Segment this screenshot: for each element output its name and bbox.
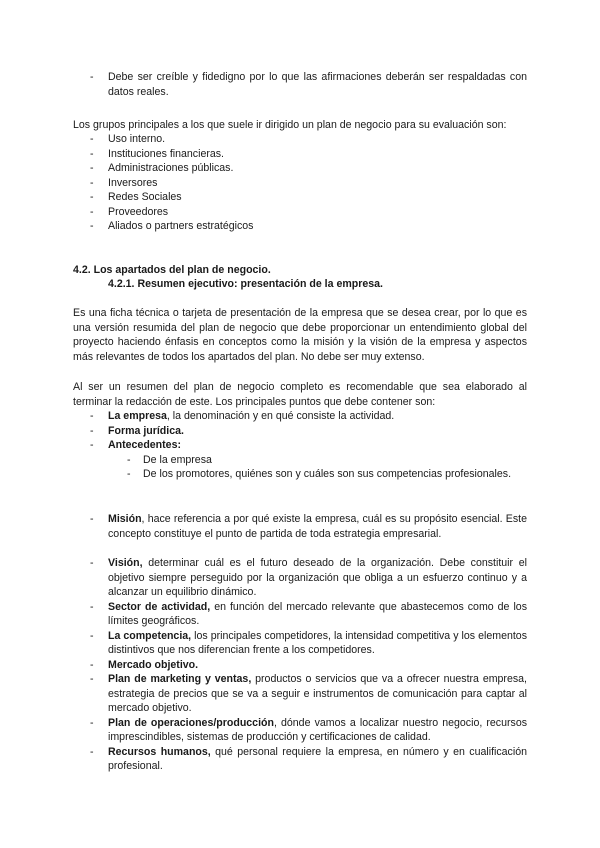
list-item: - Aliados o partners estratégicos [73,219,527,234]
intro-bullet-block [73,70,527,99]
paragraph-1: Es una ficha técnica o tarjeta de presentación de la empresa que se desea crear, por lo que es una versión resumida del plan de negocio que debe proporcionar un entendimiento global del proyecto haciendo énfasis en conceptos como la misión y la visión de la empresa y aspectos más relevantes de todos los apartados del plan. No debe ser muy extenso. [73,307,527,363]
list-item: - Visión, determinar cuál es el futuro deseado de la organización. Debe constituir el objetivo siempre perseguido por la organización que obliga a un esfuerzo continuo y a alcanzar un equilibrio dinámico. [73,556,527,600]
list-item: - Debe ser creíble y fidedigno por lo que las afirmaciones deberán ser respaldadas con datos reales. [73,70,527,99]
section-heading: 4.2. Los apartados del plan de negocio. [73,264,271,276]
points-list-b [73,556,527,774]
list-item: - Forma jurídica. [73,424,527,439]
list-item: - Inversores [73,176,527,191]
list-item: - Misión, hace referencia a por qué existe la empresa, cuál es su propósito esencial. Este concepto constituye el punto de partida de toda estrategia empresarial. [73,512,527,541]
list-item: - Redes Sociales [73,190,527,205]
list-item: - Mercado objetivo. [73,658,527,673]
subsection-heading: 4.2.1. Resumen ejecutivo: presentación de la empresa. [108,278,383,290]
groups-list [73,132,527,234]
points-list-a [73,409,527,482]
list-item: - Instituciones financieras. [73,147,527,162]
groups-intro: Los grupos principales a los que suele ir dirigido un plan de negocio para su evaluación son: [73,119,507,131]
list-item: - Proveedores [73,205,527,220]
list-item: - La competencia, los principales competidores, la intensidad competitiva y los elementos distintivos que nos diferencian frente a los competidores. [73,629,527,658]
list-item: - La empresa, la denominación y en qué consiste la actividad. [73,409,527,424]
list-item: - Plan de marketing y ventas, productos o servicios que va a ofrecer nuestra empresa, estrategia de precios que se va a seguir e instrumentos de comunicación para captar al mercado objetivo. [73,672,527,716]
list-item: - Sector de actividad, en función del mercado relevante que abastecemos como de los límites geográficos. [73,600,527,629]
list-item: - Plan de operaciones/producción, dónde vamos a localizar nuestro negocio, recursos imprescindibles, sistemas de producción y certificaciones de calidad. [73,716,527,745]
list-item: - Uso interno. [73,132,527,147]
list-item: - Recursos humanos, qué personal requiere la empresa, en número y en cualificación profesional. [73,745,527,774]
list-item: - Antecedentes: [73,438,527,453]
sub-list-item: - De los promotores, quiénes son y cuáles son sus competencias profesionales. [73,467,527,482]
list-item: - Administraciones públicas. [73,161,527,176]
points-list-mision [73,512,527,541]
sub-list-item: - De la empresa [73,453,527,468]
paragraph-2: Al ser un resumen del plan de negocio completo es recomendable que sea elaborado al terminar la redacción de este. Los principales puntos que debe contener son: [73,381,527,408]
